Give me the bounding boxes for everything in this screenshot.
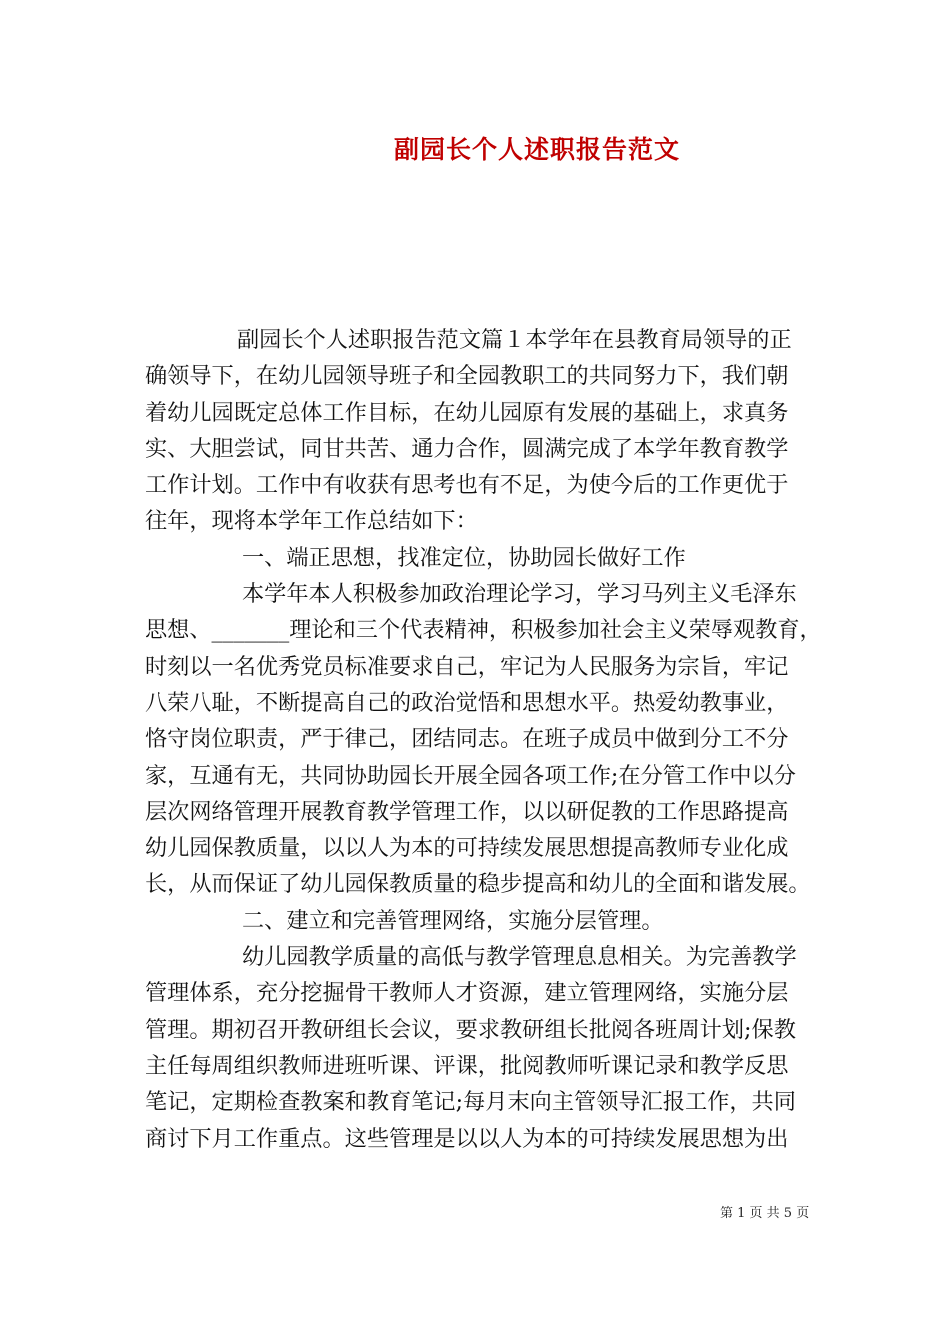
paragraph-line: 层次网络管理开展教育教学管理工作，以以研促教的工作思路提高 [145,798,789,825]
paragraph-line: 管理体系，充分挖掘骨干教师人才资源，建立管理网络，实施分层 [145,980,789,1007]
paragraph-line: 思想、_______理论和三个代表精神，积极参加社会主义荣辱观教育， [145,617,822,644]
paragraph-line: 着幼儿园既定总体工作目标，在幼儿园原有发展的基础上，求真务 [145,399,789,426]
document-title-text: 副园长个人述职报告范文 [393,135,680,164]
paragraph-line: 恪守岗位职责，严于律己，团结同志。在班子成员中做到分工不分 [145,726,789,753]
section-heading-1: 一、端正思想，找准定位，协助园长做好工作 [242,544,686,571]
paragraph-line: 确领导下，在幼儿园领导班子和全园教职工的共同努力下，我们朝 [145,363,789,390]
paragraph-line: 幼儿园保教质量，以以人为本的可持续发展思想提高教师专业化成 [145,835,789,862]
paragraph-line: 副园长个人述职报告范文篇１本学年在县教育局领导的正 [237,327,792,353]
paragraph-line: 八荣八耻，不断提高自己的政治觉悟和思想水平。热爱幼教事业， [145,689,789,716]
paragraph-line: 实、大胆尝试，同甘共苦、通力合作，圆满完成了本学年教育教学 [145,435,789,462]
paragraph-line: 本学年本人积极参加政治理论学习，学习马列主义毛泽东 [242,581,797,608]
page-number: 第 1 页 共 5 页 [720,1206,810,1221]
paragraph-line: 商讨下月工作重点。这些管理是以以人为本的可持续发展思想为出 [145,1125,789,1152]
paragraph-line: 主任每周组织教师进班听课、评课，批阅教师听课记录和教学反思 [145,1052,789,1079]
paragraph-line: 幼儿园教学质量的高低与教学管理息息相关。为完善教学 [242,944,797,971]
paragraph-line: 管理。期初召开教研组长会议，要求教研组长批阅各班周计划;保教 [145,1016,796,1043]
document-body [145,322,822,1157]
paragraph-line: 笔记，定期检查教案和教育笔记;每月末向主管领导汇报工作，共同 [145,1089,796,1116]
section-heading-2: 二、建立和完善管理网络，实施分层管理。 [242,907,664,934]
paragraph-line: 长，从而保证了幼儿园保教质量的稳步提高和幼儿的全面和谐发展。 [145,871,811,898]
paragraph-line: 时刻以一名优秀党员标准要求自己，牢记为人民服务为宗旨，牢记 [145,653,789,680]
paragraph-line: 往年，现将本学年工作总结如下： [145,508,478,535]
paragraph-line: 工作计划。工作中有收获有思考也有不足，为使今后的工作更优于 [145,472,789,499]
document-title [0,132,950,168]
paragraph-line: 家，互通有无，共同协助园长开展全园各项工作;在分管工作中以分 [145,762,796,789]
